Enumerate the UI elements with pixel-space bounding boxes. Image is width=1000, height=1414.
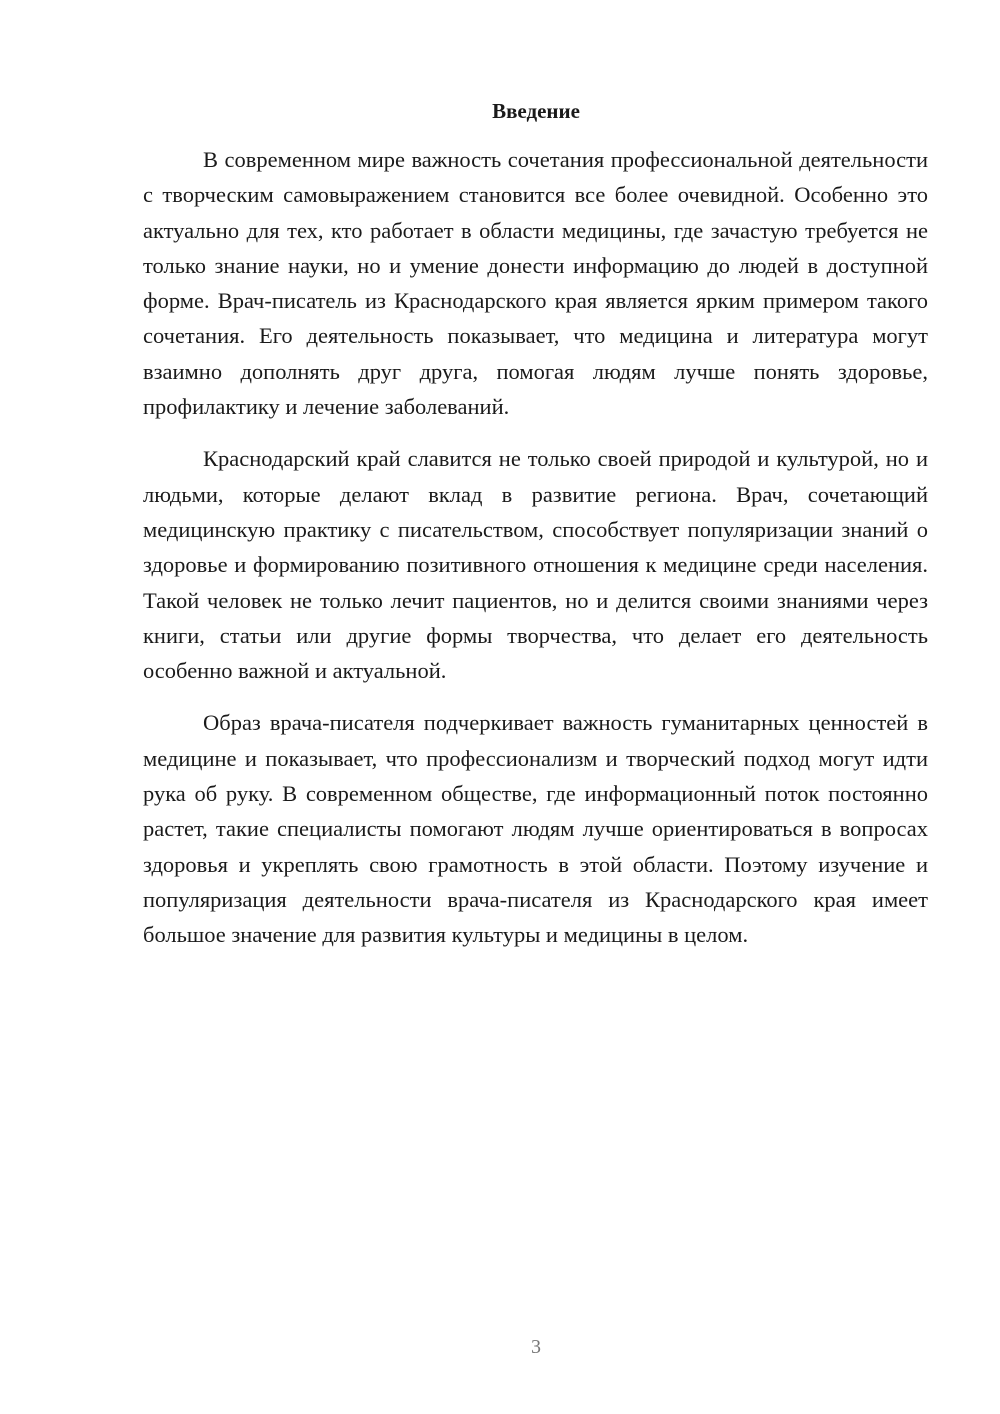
paragraph-3: Образ врача-писателя подчеркивает важность гуманитарных ценностей в медицине и показывает, что профессионализм и творческий подход могут идти рука об руку. В современном обществе, где информационный поток постоянно растет, такие специалисты помогают людям лучше ориентироваться в вопросах здоровья и укреплять свою грамотность в этой области. Поэтому изучение и популяризация деятельности врача-писателя из Краснодарского края имеет большое значение для развития культуры и медицины в целом. (143, 710, 928, 948)
paragraph-2: Краснодарский край славится не только своей природой и культурой, но и людьми, которые делают вклад в развитие региона. Врач, сочетающий медицинскую практику с писательством, способствует популяризации знаний о здоровье и формированию позитивного отношения к медицине среди населения. Такой человек не только лечит пациентов, но и делится своими знаниями через книги, статьи или другие формы творчества, что делает его деятельность особенно важной и актуальной. (143, 446, 928, 684)
page-number: 3 (531, 1336, 541, 1358)
page-heading: Введение (492, 99, 580, 123)
paragraph-1: В современном мире важность сочетания профессиональной деятельности с творческим самовыражением становится все более очевидной. Особенно это актуально для тех, кто работает в области медицины, где зачастую требуется не только знание науки, но и умение донести информацию до людей в доступной форме. Врач-писатель из Краснодарского края является ярким примером такого сочетания. Его деятельность показывает, что медицина и литература могут взаимно дополнять друг друга, помогая людям лучше понять здоровье, профилактику и лечение заболеваний. (143, 147, 928, 420)
body-text (143, 142, 928, 970)
